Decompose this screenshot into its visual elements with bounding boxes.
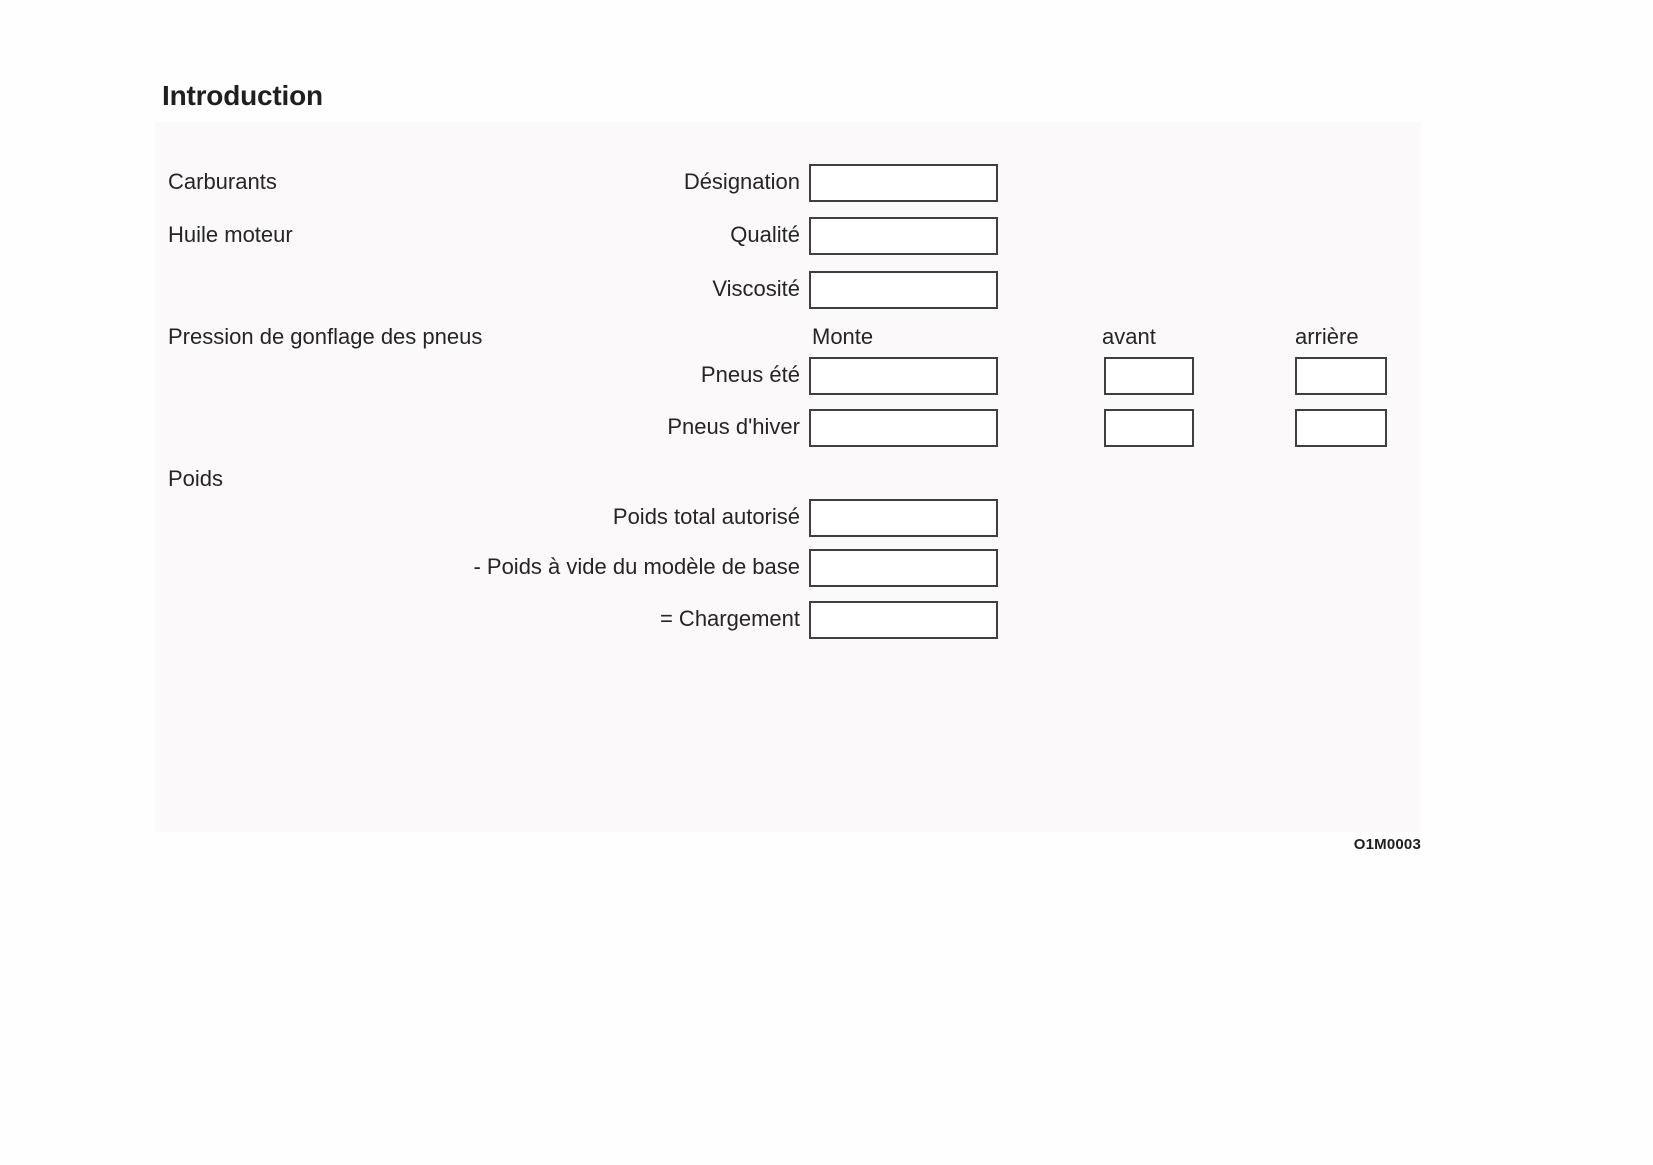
poids-total-input-box[interactable] [809, 499, 998, 537]
chargement-input-box[interactable] [809, 601, 998, 639]
field-label-viscosite: Viscosité [712, 276, 800, 301]
section-label-pression-pneus: Pression de gonflage des pneus [168, 324, 483, 349]
pneus-hiver-avant-input-box[interactable] [1104, 409, 1194, 447]
row-label-poids-a-vide: - Poids à vide du modèle de base [473, 554, 800, 579]
field-label-designation: Désignation [683, 169, 800, 194]
designation-input-box[interactable] [809, 164, 998, 202]
pneus-ete-monte-input-box[interactable] [809, 357, 998, 395]
row-label-chargement: = Chargement [659, 606, 800, 631]
pneus-ete-arriere-input-box[interactable] [1295, 357, 1387, 395]
pneus-hiver-arriere-input-box[interactable] [1295, 409, 1387, 447]
pneus-hiver-monte-input-box[interactable] [809, 409, 998, 447]
qualite-input-box[interactable] [809, 217, 998, 255]
row-label-poids-total: Poids total autorisé [612, 504, 800, 529]
column-header-monte: Monte [812, 324, 874, 349]
section-label-huile-moteur: Huile moteur [168, 222, 293, 247]
viscosite-input-box[interactable] [809, 271, 998, 309]
column-header-arriere: arrière [1295, 324, 1359, 349]
pneus-ete-avant-input-box[interactable] [1104, 357, 1194, 395]
column-header-avant: avant [1102, 324, 1156, 349]
row-label-pneus-ete: Pneus été [700, 362, 800, 387]
field-label-qualite: Qualité [730, 222, 800, 247]
section-label-poids: Poids [168, 466, 224, 491]
poids-a-vide-input-box[interactable] [809, 549, 998, 587]
figure-code: O1M0003 [1353, 836, 1421, 853]
row-label-pneus-hiver: Pneus d'hiver [667, 414, 800, 439]
page-title: Introduction [162, 80, 323, 111]
section-label-carburants: Carburants [168, 169, 277, 194]
